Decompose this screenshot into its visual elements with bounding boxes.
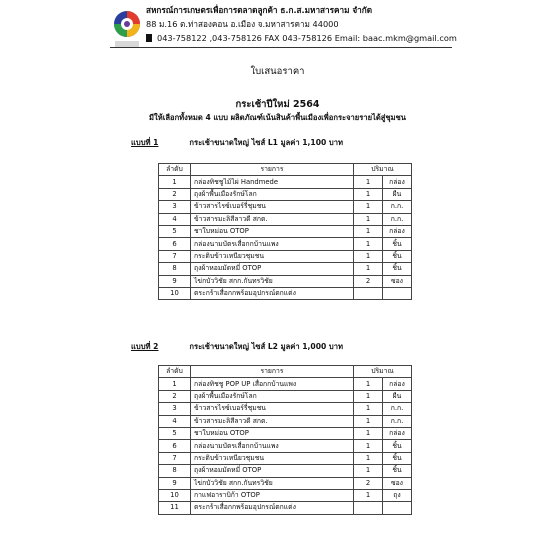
- row-item: ถุงผ้าพื้นเมืองรักษ์โลก: [191, 188, 354, 200]
- row-item: ตระกร้าเสื่อกกพร้อมอุปกรณ์ตกแต่ง: [191, 502, 354, 514]
- row-item: ข้าวสารไรซ์เบอร์รี่ชุมชน: [191, 403, 354, 415]
- row-qty: 1: [354, 489, 383, 501]
- row-unit: ผืน: [383, 390, 412, 402]
- organization-contact: [146, 33, 457, 44]
- table-row: [159, 390, 412, 402]
- header-item: รายการ: [191, 366, 354, 378]
- row-qty: 1: [354, 213, 383, 225]
- row-qty: 1: [354, 452, 383, 464]
- row-unit: กล่อง: [383, 427, 412, 439]
- table-row: [159, 452, 412, 464]
- row-qty: 1: [354, 427, 383, 439]
- basket-subtitle: มีให้เลือกทั้งหมด 4 แบบ ผลิตภัณฑ์เน้นสินค้าพื้นเมืองเพื่อกระจายรายได้สู่ชุมชน: [149, 113, 406, 122]
- row-unit: ชิ้น: [383, 238, 412, 250]
- row-unit: ก.ก.: [383, 201, 412, 213]
- row-item: ตระกร้าเสื่อกกพร้อมอุปกรณ์ตกแต่ง: [191, 287, 354, 299]
- row-item: กล่องนามบัตรเสื่อกกบ้านแพง: [191, 238, 354, 250]
- table-row: [159, 427, 412, 439]
- row-item: กล่องนามบัตรเสื่อกกบ้านแพง: [191, 440, 354, 452]
- row-unit: ผืน: [383, 188, 412, 200]
- table-header-row: [159, 164, 412, 176]
- row-unit: ชิ้น: [383, 452, 412, 464]
- option-2-heading: [131, 341, 343, 353]
- row-qty: 1: [354, 378, 383, 390]
- option-1-label: แบบที่ 1: [131, 138, 159, 147]
- table-row: [159, 378, 412, 390]
- row-qty: 2: [354, 477, 383, 489]
- row-no: 2: [159, 188, 191, 200]
- basket-title: กระเช้าปีใหม่ 2564: [235, 99, 320, 110]
- table-row: [159, 403, 412, 415]
- header-no: ลำดับ: [159, 366, 191, 378]
- document-title: ใบเสนอราคา: [250, 66, 305, 77]
- row-unit: ก.ก.: [383, 403, 412, 415]
- option-2-table: [158, 365, 412, 515]
- row-item: ชาใบหม่อน OTOP: [191, 427, 354, 439]
- row-no: 1: [159, 176, 191, 188]
- option-1-table: [158, 163, 412, 300]
- row-qty: 1: [354, 390, 383, 402]
- row-unit: กล่อง: [383, 378, 412, 390]
- row-item: ไข่กบัววิชัย สกก.กันทรวิชัย: [191, 477, 354, 489]
- row-unit: ซอง: [383, 275, 412, 287]
- table-row: [159, 287, 412, 299]
- row-unit: [383, 287, 412, 299]
- row-item: ข้าวสารมะลิสีลาวดี สกต.: [191, 415, 354, 427]
- table-header-row: [159, 366, 412, 378]
- row-item: ถุงผ้าหอมมัดหมี่ OTOP: [191, 263, 354, 275]
- table-row: [159, 275, 412, 287]
- table-row: [159, 502, 412, 514]
- row-no: 5: [159, 427, 191, 439]
- row-no: 9: [159, 275, 191, 287]
- row-item: กระติบข้าวเหนียวชุมชน: [191, 452, 354, 464]
- row-unit: ชิ้น: [383, 250, 412, 262]
- row-item: กล่องทิชชูไม้ไผ่ Handmede: [191, 176, 354, 188]
- table-row: [159, 477, 412, 489]
- row-no: 5: [159, 225, 191, 237]
- row-item: กระติบข้าวเหนียวชุมชน: [191, 250, 354, 262]
- row-qty: 2: [354, 275, 383, 287]
- row-no: 3: [159, 201, 191, 213]
- row-item: ข้าวสารไรซ์เบอร์รี่ชุมชน: [191, 201, 354, 213]
- row-qty: 1: [354, 188, 383, 200]
- table-row: [159, 440, 412, 452]
- row-unit: ชิ้น: [383, 465, 412, 477]
- table-row: [159, 415, 412, 427]
- row-qty: 1: [354, 465, 383, 477]
- row-no: 6: [159, 440, 191, 452]
- row-qty: 1: [354, 238, 383, 250]
- row-no: 4: [159, 213, 191, 225]
- row-qty: 1: [354, 176, 383, 188]
- table-row: [159, 213, 412, 225]
- table-row: [159, 238, 412, 250]
- row-no: 4: [159, 415, 191, 427]
- table-row: [159, 263, 412, 275]
- row-no: 8: [159, 263, 191, 275]
- table-row: [159, 176, 412, 188]
- row-qty: 1: [354, 415, 383, 427]
- row-qty: [354, 502, 383, 514]
- option-1-description: กระเช้าขนาดใหญ่ ไซส์ L1 มูลค่า 1,100 บาท: [189, 138, 344, 147]
- table-row: [159, 465, 412, 477]
- row-item: ไข่กบัววิชัย สกก.กันทรวิชัย: [191, 275, 354, 287]
- row-no: 2: [159, 390, 191, 402]
- row-no: 9: [159, 477, 191, 489]
- row-unit: กล่อง: [383, 225, 412, 237]
- row-unit: ซอง: [383, 477, 412, 489]
- row-qty: 1: [354, 403, 383, 415]
- row-no: 8: [159, 465, 191, 477]
- row-no: 7: [159, 250, 191, 262]
- row-no: 10: [159, 489, 191, 501]
- row-unit: ชิ้น: [383, 440, 412, 452]
- row-no: 7: [159, 452, 191, 464]
- row-no: 11: [159, 502, 191, 514]
- row-no: 1: [159, 378, 191, 390]
- row-unit: กล่อง: [383, 176, 412, 188]
- contact-text: 043-758122 ,043-758126 FAX 043-758126 Email: baac.mkm@gmail.com: [157, 33, 457, 43]
- header-quantity: ปริมาณ: [354, 366, 412, 378]
- organization-name: สหกรณ์การเกษตรเพื่อการตลาดลูกค้า ธ.ก.ส.มหาสารคาม จำกัด: [146, 5, 373, 15]
- option-2-label: แบบที่ 2: [131, 342, 159, 351]
- row-item: ข้าวสารมะลิสีลาวดี สกต.: [191, 213, 354, 225]
- option-2-description: กระเช้าขนาดใหญ่ ไซส์ L2 มูลค่า 1,000 บาท: [189, 342, 344, 351]
- row-no: 6: [159, 238, 191, 250]
- row-unit: ถุง: [383, 489, 412, 501]
- row-qty: 1: [354, 225, 383, 237]
- row-item: กาแฟอาราบิก้า OTOP: [191, 489, 354, 501]
- row-no: 10: [159, 287, 191, 299]
- cooperative-logo: [112, 8, 142, 50]
- row-qty: 1: [354, 440, 383, 452]
- row-qty: 1: [354, 201, 383, 213]
- row-item: กล่องทิชชู POP UP เสื่อกกบ้านแพง: [191, 378, 354, 390]
- row-qty: [354, 287, 383, 299]
- row-unit: ชิ้น: [383, 263, 412, 275]
- table-row: [159, 201, 412, 213]
- row-unit: ก.ก.: [383, 213, 412, 225]
- row-qty: 1: [354, 250, 383, 262]
- document-icon: [146, 34, 152, 42]
- row-item: ถุงผ้าหอมมัดหมี่ OTOP: [191, 465, 354, 477]
- row-no: 3: [159, 403, 191, 415]
- table-row: [159, 188, 412, 200]
- row-item: ชาใบหม่อน OTOP: [191, 225, 354, 237]
- header-no: ลำดับ: [159, 164, 191, 176]
- header-item: รายการ: [191, 164, 354, 176]
- header-quantity: ปริมาณ: [354, 164, 412, 176]
- organization-address: 88 ม.16 ต.ท่าสองคอน อ.เมือง จ.มหาสารคาม 44000: [146, 19, 339, 29]
- row-item: ถุงผ้าพื้นเมืองรักษ์โลก: [191, 390, 354, 402]
- option-1-heading: [131, 137, 343, 149]
- row-unit: ก.ก.: [383, 415, 412, 427]
- row-unit: [383, 502, 412, 514]
- table-row: [159, 250, 412, 262]
- row-qty: 1: [354, 263, 383, 275]
- header-divider: [110, 47, 452, 48]
- table-row: [159, 489, 412, 501]
- table-row: [159, 225, 412, 237]
